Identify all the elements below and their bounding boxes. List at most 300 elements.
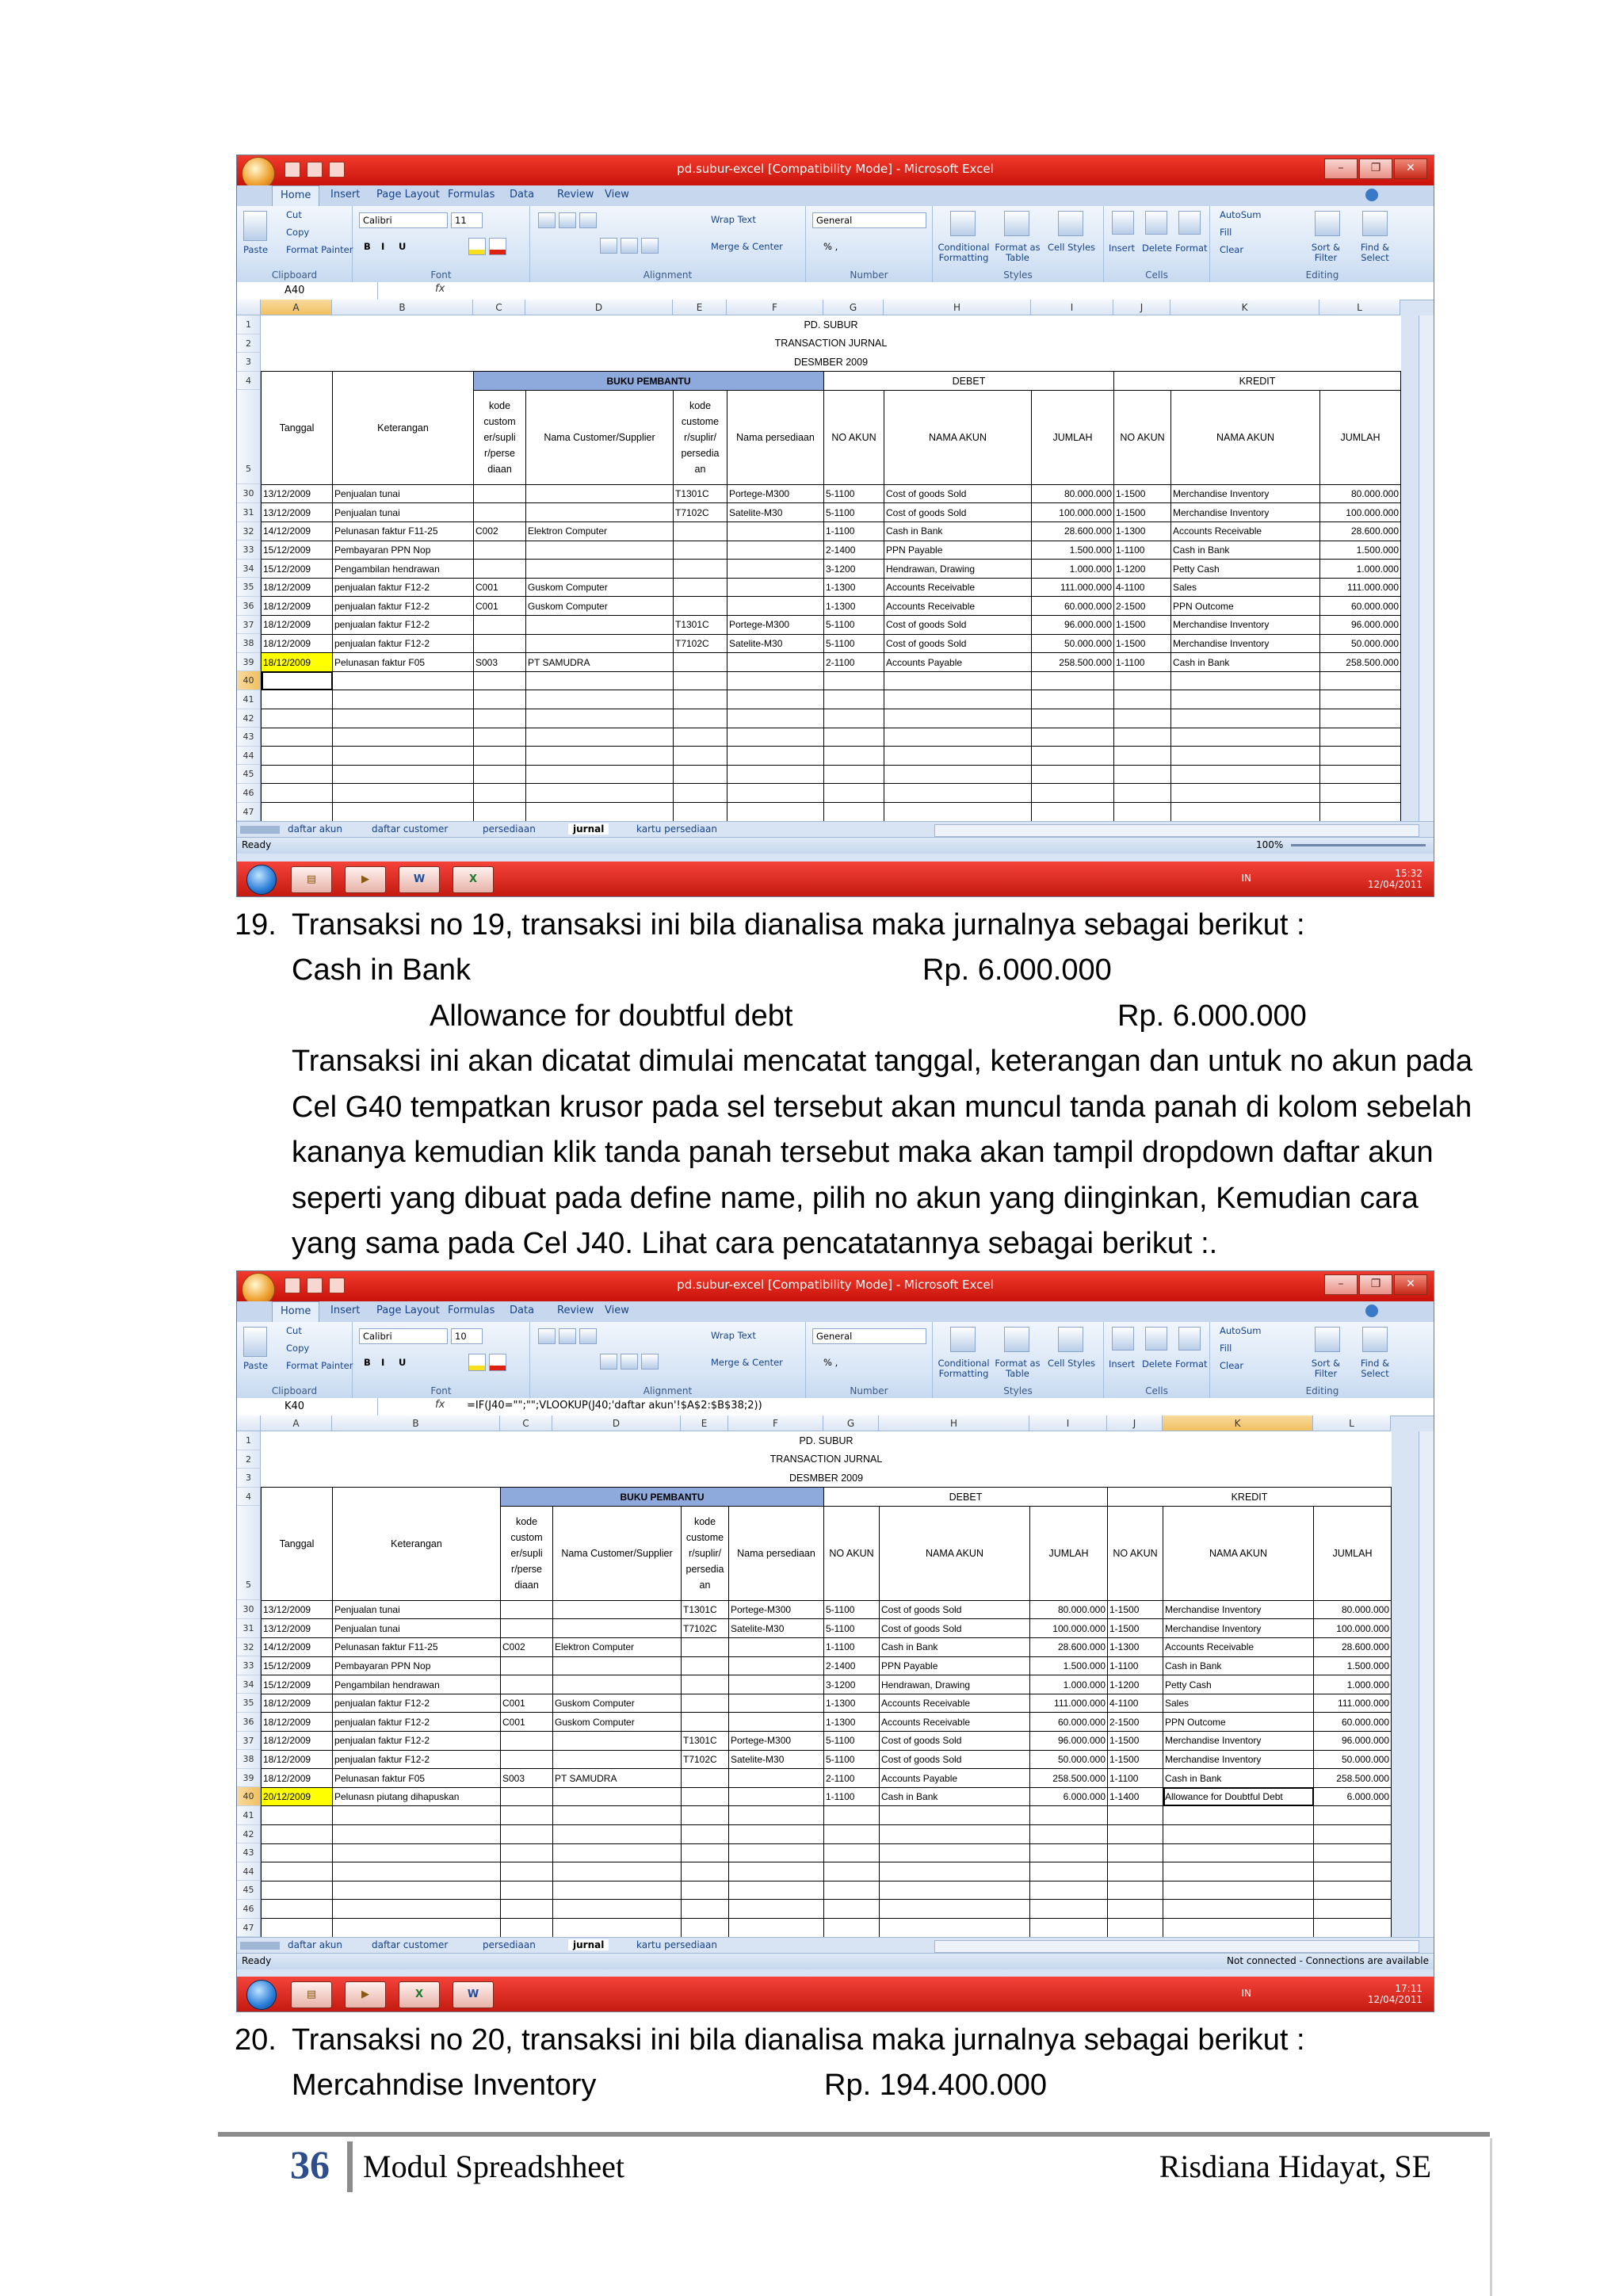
cell-H33[interactable]: PPN Payable [880, 1656, 1030, 1675]
cell-L34[interactable]: 1.000.000 [1320, 560, 1401, 579]
row-header-46[interactable]: 46 [237, 784, 261, 803]
cell-G46[interactable] [824, 784, 884, 803]
column-header-E[interactable]: E [681, 1415, 728, 1431]
align-icon[interactable] [559, 1328, 576, 1344]
cell-G41[interactable] [824, 690, 884, 709]
cell-I33[interactable]: 1.500.000 [1030, 1656, 1108, 1675]
cell-styles-button[interactable]: Cell Styles [1047, 242, 1096, 253]
cell-I40[interactable] [1032, 671, 1114, 690]
sheet-tab-persediaan[interactable]: persediaan [483, 823, 536, 835]
fx-icon[interactable]: fx [435, 283, 445, 295]
cell-L39[interactable]: 258.500.000 [1320, 653, 1401, 672]
cell-A33[interactable]: 15/12/2009 [262, 1656, 333, 1675]
format-button[interactable]: Format [1175, 1358, 1208, 1370]
cell-C34[interactable] [474, 560, 526, 579]
header-kode-cust[interactable]: kode custom er/supli r/perse diaan [474, 390, 526, 484]
excel-icon[interactable]: X [399, 1981, 440, 2008]
cell-G42[interactable] [824, 1825, 880, 1844]
cell-J41[interactable] [1114, 690, 1171, 709]
merge-center-button[interactable]: Merge & Center [711, 1357, 783, 1368]
cell-E32[interactable] [682, 1638, 729, 1657]
cell-G34[interactable]: 3-1200 [824, 1675, 880, 1694]
sheet-title-company[interactable]: PD. SUBUR [799, 1435, 854, 1446]
cell-B42[interactable] [333, 1825, 501, 1844]
cell-H31[interactable]: Cost of goods Sold [880, 1619, 1030, 1638]
cell-E33[interactable] [674, 541, 727, 560]
cell-D32[interactable]: Elektron Computer [526, 522, 674, 541]
cell-E36[interactable] [674, 597, 727, 616]
cell-I40[interactable]: 6.000.000 [1030, 1787, 1108, 1806]
cell-styles-icon[interactable] [1058, 1327, 1083, 1352]
cell-K43[interactable] [1171, 728, 1320, 747]
sort-filter-icon[interactable] [1315, 1327, 1340, 1352]
cell-D40[interactable] [526, 671, 674, 690]
media-icon[interactable]: ▶ [345, 1981, 386, 2008]
cell-A47[interactable] [262, 1918, 333, 1937]
cell-G32[interactable]: 1-1100 [824, 522, 884, 541]
align-icon[interactable] [579, 1328, 597, 1344]
cell-J46[interactable] [1108, 1900, 1163, 1919]
cell-K45[interactable] [1171, 765, 1320, 784]
column-header-D[interactable]: D [525, 300, 673, 315]
cell-J33[interactable]: 1-1100 [1108, 1656, 1163, 1675]
cell-C41[interactable] [501, 1806, 553, 1825]
cut-button[interactable]: Cut [286, 1325, 302, 1336]
cell-C37[interactable] [501, 1732, 553, 1751]
cell-G43[interactable] [824, 1843, 880, 1862]
number-format-box[interactable]: General [812, 212, 926, 228]
conditional-icon[interactable] [950, 211, 976, 236]
cell-E43[interactable] [682, 1843, 729, 1862]
cell-A35[interactable]: 18/12/2009 [262, 1694, 333, 1713]
cell-C39[interactable]: S003 [474, 653, 526, 672]
cell-L30[interactable]: 80.000.000 [1320, 484, 1401, 503]
cell-B31[interactable]: Penjualan tunai [333, 503, 474, 522]
cell-E42[interactable] [674, 709, 727, 728]
cell-G32[interactable]: 1-1100 [824, 1638, 880, 1657]
header-jumlah-d[interactable]: JUMLAH [1030, 1506, 1108, 1600]
cell-K39[interactable]: Cash in Bank [1163, 1769, 1314, 1788]
cell-D43[interactable] [553, 1843, 682, 1862]
cell-G42[interactable] [824, 709, 884, 728]
cell-D35[interactable]: Guskom Computer [553, 1694, 682, 1713]
cell-B46[interactable] [333, 1900, 501, 1919]
align-icon[interactable] [621, 238, 638, 254]
column-header-J[interactable]: J [1107, 1415, 1163, 1431]
cell-B35[interactable]: penjualan faktur F12-2 [333, 1694, 501, 1713]
cell-B30[interactable]: Penjualan tunai [333, 484, 474, 503]
cell-I43[interactable] [1032, 728, 1114, 747]
row-header-36[interactable]: 36 [237, 597, 261, 616]
cell-F35[interactable] [729, 1694, 824, 1713]
cell-I42[interactable] [1030, 1825, 1108, 1844]
cell-I47[interactable] [1032, 802, 1114, 821]
copy-button[interactable]: Copy [286, 1343, 310, 1354]
cell-F39[interactable] [729, 1769, 824, 1788]
cell-K33[interactable]: Cash in Bank [1163, 1656, 1314, 1675]
cell-F33[interactable] [727, 541, 824, 560]
vertical-scrollbar[interactable] [1419, 315, 1434, 821]
cell-D45[interactable] [553, 1881, 682, 1900]
insert-button[interactable]: Insert [1109, 1358, 1135, 1370]
word-icon[interactable]: W [453, 1981, 494, 2008]
clock-time[interactable]: 15:32 [1395, 868, 1423, 879]
clock-date[interactable]: 12/04/2011 [1367, 879, 1423, 890]
column-header-H[interactable]: H [884, 300, 1031, 315]
fill-button[interactable]: Fill [1220, 227, 1232, 238]
restore-icon[interactable]: ❐ [1359, 1274, 1392, 1295]
sheet-tab-jurnal[interactable]: jurnal [568, 823, 609, 835]
cell-L37[interactable]: 96.000.000 [1320, 616, 1401, 635]
cell-L45[interactable] [1314, 1881, 1392, 1900]
cell-C30[interactable] [501, 1600, 553, 1619]
cell-L43[interactable] [1320, 728, 1401, 747]
cell-J43[interactable] [1108, 1843, 1163, 1862]
row-header-30[interactable]: 30 [237, 484, 261, 503]
cell-K36[interactable]: PPN Outcome [1171, 597, 1320, 616]
cell-C31[interactable] [501, 1619, 553, 1638]
cell-G38[interactable]: 5-1100 [824, 1750, 880, 1769]
cell-K37[interactable]: Merchandise Inventory [1171, 616, 1320, 635]
minimize-icon[interactable]: – [1324, 1274, 1358, 1295]
cell-E46[interactable] [674, 784, 727, 803]
cell-A32[interactable]: 14/12/2009 [262, 1638, 333, 1657]
row-header-4[interactable]: 4 [237, 372, 261, 391]
underline-icon[interactable]: U [399, 1357, 407, 1368]
cell-A47[interactable] [262, 802, 333, 821]
cell-A36[interactable]: 18/12/2009 [262, 1713, 333, 1732]
header-no-akun-d[interactable]: NO AKUN [824, 1506, 880, 1600]
cell-F38[interactable]: Satelite-M30 [727, 634, 824, 653]
cell-B47[interactable] [333, 802, 474, 821]
row-header-34[interactable]: 34 [237, 560, 261, 579]
cell-A44[interactable] [262, 747, 333, 766]
cell-F33[interactable] [729, 1656, 824, 1675]
word-icon[interactable]: W [399, 866, 440, 893]
find-select-icon[interactable] [1362, 1327, 1388, 1352]
cell-D38[interactable] [553, 1750, 682, 1769]
find-select-button[interactable]: Find & Select [1360, 1358, 1390, 1379]
align-icon[interactable] [600, 238, 617, 254]
cell-K46[interactable] [1171, 784, 1320, 803]
cell-E38[interactable]: T7102C [682, 1750, 729, 1769]
cell-C33[interactable] [501, 1656, 553, 1675]
conditional-button[interactable]: Conditional Formatting [938, 242, 990, 263]
font-size-box[interactable]: 11 [451, 212, 483, 228]
cell-G40[interactable] [824, 671, 884, 690]
sort-filter-button[interactable]: Sort & Filter [1311, 242, 1341, 263]
cell-A44[interactable] [262, 1862, 333, 1881]
cell-E32[interactable] [674, 522, 727, 541]
cell-L46[interactable] [1314, 1900, 1392, 1919]
column-header-B[interactable]: B [332, 1415, 500, 1431]
cell-J44[interactable] [1114, 747, 1171, 766]
cell-H36[interactable]: Accounts Receivable [884, 597, 1032, 616]
row-header-2[interactable]: 2 [237, 1450, 261, 1469]
clear-button[interactable]: Clear [1220, 244, 1244, 255]
tab-insert[interactable]: Insert [330, 1305, 361, 1316]
cell-H40[interactable]: Cash in Bank [880, 1787, 1030, 1806]
clear-button[interactable]: Clear [1220, 1360, 1244, 1371]
cell-J32[interactable]: 1-1300 [1114, 522, 1171, 541]
header-nama-cs[interactable]: Nama Customer/Supplier [553, 1506, 682, 1600]
cell-F46[interactable] [729, 1900, 824, 1919]
column-header-B[interactable]: B [332, 300, 473, 315]
header-nama-pers[interactable]: Nama persediaan [727, 390, 824, 484]
cell-H44[interactable] [880, 1862, 1030, 1881]
cell-J38[interactable]: 1-1500 [1108, 1750, 1163, 1769]
cell-E37[interactable]: T1301C [674, 616, 727, 635]
cell-A40[interactable] [262, 671, 333, 690]
cell-B42[interactable] [333, 709, 474, 728]
paste-icon[interactable] [243, 211, 267, 241]
cell-F41[interactable] [729, 1806, 824, 1825]
format-icon[interactable] [1178, 211, 1201, 235]
cell-L33[interactable]: 1.500.000 [1314, 1656, 1392, 1675]
cell-J36[interactable]: 2-1500 [1114, 597, 1171, 616]
minimize-icon[interactable]: – [1324, 159, 1358, 179]
cell-H46[interactable] [884, 784, 1032, 803]
cell-D31[interactable] [526, 503, 674, 522]
cell-L46[interactable] [1320, 784, 1401, 803]
cell-K39[interactable]: Cash in Bank [1171, 653, 1320, 672]
column-header-G[interactable]: G [823, 1415, 879, 1431]
cell-J46[interactable] [1114, 784, 1171, 803]
cell-C42[interactable] [474, 709, 526, 728]
cell-G30[interactable]: 5-1100 [824, 1600, 880, 1619]
cell-L35[interactable]: 111.000.000 [1320, 578, 1401, 597]
cell-E33[interactable] [682, 1656, 729, 1675]
header-keterangan[interactable]: Keterangan [333, 1488, 501, 1601]
sheet-title-period[interactable]: DESMBER 2009 [789, 1472, 864, 1484]
cell-L38[interactable]: 50.000.000 [1320, 634, 1401, 653]
sheet-title-title[interactable]: TRANSACTION JURNAL [769, 1454, 883, 1465]
header-kode-pers[interactable]: kode custome r/suplir/ persedia an [682, 1506, 729, 1600]
cell-J34[interactable]: 1-1200 [1108, 1675, 1163, 1694]
cell-L33[interactable]: 1.500.000 [1320, 541, 1401, 560]
tab-home[interactable]: Home [272, 1301, 319, 1322]
cell-F40[interactable] [729, 1787, 824, 1806]
cell-A35[interactable]: 18/12/2009 [262, 578, 333, 597]
cell-D41[interactable] [526, 690, 674, 709]
cell-F30[interactable]: Portege-M300 [729, 1600, 824, 1619]
cell-G45[interactable] [824, 765, 884, 784]
row-header-34[interactable]: 34 [237, 1675, 261, 1694]
cell-G36[interactable]: 1-1300 [824, 1713, 880, 1732]
cell-K38[interactable]: Merchandise Inventory [1171, 634, 1320, 653]
sheet-title-company[interactable]: PD. SUBUR [804, 319, 858, 330]
close-icon[interactable]: ✕ [1394, 1274, 1427, 1295]
cell-F40[interactable] [727, 671, 824, 690]
tab-page-layout[interactable]: Page Layout [376, 189, 440, 201]
row-header-30[interactable]: 30 [237, 1600, 261, 1619]
row-header-46[interactable]: 46 [237, 1900, 261, 1919]
font-name-box[interactable]: Calibri [359, 212, 448, 228]
cell-H36[interactable]: Accounts Receivable [880, 1713, 1030, 1732]
cell-J40[interactable]: 1-1400 [1108, 1787, 1163, 1806]
cell-B46[interactable] [333, 784, 474, 803]
cell-K38[interactable]: Merchandise Inventory [1163, 1750, 1314, 1769]
cell-H37[interactable]: Cost of goods Sold [880, 1732, 1030, 1751]
column-header-C[interactable]: C [473, 300, 525, 315]
cell-F32[interactable] [727, 522, 824, 541]
header-nama-akun-d[interactable]: NAMA AKUN [884, 390, 1032, 484]
cell-C38[interactable] [501, 1750, 553, 1769]
cell-E38[interactable]: T7102C [674, 634, 727, 653]
cell-I30[interactable]: 80.000.000 [1030, 1600, 1108, 1619]
select-all-corner[interactable] [237, 1415, 261, 1431]
cell-C41[interactable] [474, 690, 526, 709]
cell-G46[interactable] [824, 1900, 880, 1919]
cell-F36[interactable] [729, 1713, 824, 1732]
cell-D32[interactable]: Elektron Computer [553, 1638, 682, 1657]
cell-I45[interactable] [1032, 765, 1114, 784]
cell-L44[interactable] [1314, 1862, 1392, 1881]
cell-C30[interactable] [474, 484, 526, 503]
cell-B38[interactable]: penjualan faktur F12-2 [333, 1750, 501, 1769]
cell-A36[interactable]: 18/12/2009 [262, 597, 333, 616]
insert-icon[interactable] [1112, 211, 1134, 235]
delete-button[interactable]: Delete [1142, 243, 1172, 254]
row-header-38[interactable]: 38 [237, 1750, 261, 1769]
row-header-42[interactable]: 42 [237, 1825, 261, 1844]
cell-I44[interactable] [1030, 1862, 1108, 1881]
cell-K37[interactable]: Merchandise Inventory [1163, 1732, 1314, 1751]
cell-G31[interactable]: 5-1100 [824, 1619, 880, 1638]
cell-H32[interactable]: Cash in Bank [880, 1638, 1030, 1657]
column-header-K[interactable]: K [1163, 1415, 1313, 1431]
cell-K32[interactable]: Accounts Receivable [1163, 1638, 1314, 1657]
cell-L32[interactable]: 28.600.000 [1314, 1638, 1392, 1657]
cell-L44[interactable] [1320, 747, 1401, 766]
cell-H43[interactable] [880, 1843, 1030, 1862]
cell-E35[interactable] [682, 1694, 729, 1713]
header-jumlah-k[interactable]: JUMLAH [1314, 1506, 1392, 1600]
sheet-tab-daftar-customer[interactable]: daftar customer [372, 1939, 449, 1951]
cell-A37[interactable]: 18/12/2009 [262, 1732, 333, 1751]
row-header-39[interactable]: 39 [237, 653, 261, 672]
cell-B33[interactable]: Pembayaran PPN Nop [333, 541, 474, 560]
find-select-icon[interactable] [1362, 211, 1388, 236]
cell-J42[interactable] [1114, 709, 1171, 728]
cell-K40[interactable] [1171, 671, 1320, 690]
sheet-nav-arrows[interactable] [240, 1942, 280, 1950]
fx-icon[interactable]: fx [435, 1399, 445, 1411]
wrap-text-button[interactable]: Wrap Text [711, 214, 756, 225]
column-header-L[interactable]: L [1313, 1415, 1391, 1431]
cell-E30[interactable]: T1301C [682, 1600, 729, 1619]
tab-insert[interactable]: Insert [330, 189, 361, 201]
cell-D36[interactable]: Guskom Computer [526, 597, 674, 616]
header-nama-akun-d[interactable]: NAMA AKUN [880, 1506, 1030, 1600]
cell-D33[interactable] [526, 541, 674, 560]
cell-C38[interactable] [474, 634, 526, 653]
cell-B35[interactable]: penjualan faktur F12-2 [333, 578, 474, 597]
percent-icon[interactable]: % , [823, 1357, 838, 1368]
header-jumlah-d[interactable]: JUMLAH [1032, 390, 1114, 484]
cell-L42[interactable] [1320, 709, 1401, 728]
cell-A45[interactable] [262, 765, 333, 784]
cell-J45[interactable] [1114, 765, 1171, 784]
cell-D34[interactable] [526, 560, 674, 579]
cell-H39[interactable]: Accounts Payable [884, 653, 1032, 672]
font-size-box[interactable]: 10 [451, 1328, 483, 1344]
clock-time[interactable]: 17:11 [1395, 1983, 1423, 1994]
align-icon[interactable] [538, 1328, 556, 1344]
cell-H30[interactable]: Cost of goods Sold [884, 484, 1032, 503]
cell-I46[interactable] [1030, 1900, 1108, 1919]
cell-H35[interactable]: Accounts Receivable [884, 578, 1032, 597]
cell-H41[interactable] [880, 1806, 1030, 1825]
row-header-47[interactable]: 47 [237, 1919, 261, 1938]
cell-A45[interactable] [262, 1881, 333, 1900]
cell-I41[interactable] [1032, 690, 1114, 709]
cell-C40[interactable] [474, 671, 526, 690]
cell-I35[interactable]: 111.000.000 [1030, 1694, 1108, 1713]
cell-A41[interactable] [262, 690, 333, 709]
cell-H33[interactable]: PPN Payable [884, 541, 1032, 560]
tab-data[interactable]: Data [510, 1305, 535, 1316]
cell-C46[interactable] [474, 784, 526, 803]
cell-D46[interactable] [526, 784, 674, 803]
row-header-43[interactable]: 43 [237, 728, 261, 747]
cell-D33[interactable] [553, 1656, 682, 1675]
cell-L41[interactable] [1320, 690, 1401, 709]
cell-L38[interactable]: 50.000.000 [1314, 1750, 1392, 1769]
cell-D36[interactable]: Guskom Computer [553, 1713, 682, 1732]
cell-B36[interactable]: penjualan faktur F12-2 [333, 1713, 501, 1732]
cell-A34[interactable]: 15/12/2009 [262, 1675, 333, 1694]
cell-D39[interactable]: PT SAMUDRA [526, 653, 674, 672]
cell-B40[interactable]: Pelunasn piutang dihapuskan [333, 1787, 501, 1806]
cell-H41[interactable] [884, 690, 1032, 709]
sheet-title-period[interactable]: DESMBER 2009 [793, 356, 869, 368]
fill-color-icon[interactable] [468, 1354, 486, 1371]
select-all-corner[interactable] [237, 300, 261, 315]
cell-H34[interactable]: Hendrawan, Drawing [880, 1675, 1030, 1694]
cell-K30[interactable]: Merchandise Inventory [1171, 484, 1320, 503]
cell-C45[interactable] [501, 1881, 553, 1900]
cell-E31[interactable]: T7102C [674, 503, 727, 522]
cell-B34[interactable]: Pengambilan hendrawan [333, 560, 474, 579]
cell-D35[interactable]: Guskom Computer [526, 578, 674, 597]
cell-C44[interactable] [501, 1862, 553, 1881]
cell-E44[interactable] [674, 747, 727, 766]
cell-F32[interactable] [729, 1638, 824, 1657]
cell-F31[interactable]: Satelite-M30 [727, 503, 824, 522]
cell-I39[interactable]: 258.500.000 [1030, 1769, 1108, 1788]
cell-L47[interactable] [1320, 802, 1401, 821]
cell-J34[interactable]: 1-1200 [1114, 560, 1171, 579]
cell-A42[interactable] [262, 709, 333, 728]
cell-B39[interactable]: Pelunasan faktur F05 [333, 1769, 501, 1788]
cell-D42[interactable] [553, 1825, 682, 1844]
cell-L34[interactable]: 1.000.000 [1314, 1675, 1392, 1694]
header-kode-cust[interactable]: kode custom er/supli r/perse diaan [501, 1506, 553, 1600]
column-header-D[interactable]: D [552, 1415, 681, 1431]
row-header-1[interactable]: 1 [237, 315, 261, 334]
row-header-32[interactable]: 32 [237, 522, 261, 541]
cell-C36[interactable]: C001 [474, 597, 526, 616]
cell-J37[interactable]: 1-1500 [1108, 1732, 1163, 1751]
tab-formulas[interactable]: Formulas [448, 1305, 495, 1316]
cell-E36[interactable] [682, 1713, 729, 1732]
percent-icon[interactable]: % , [823, 241, 838, 252]
cell-E41[interactable] [674, 690, 727, 709]
header-kredit[interactable]: KREDIT [1108, 1488, 1392, 1507]
cell-A32[interactable]: 14/12/2009 [262, 522, 333, 541]
cell-I45[interactable] [1030, 1881, 1108, 1900]
